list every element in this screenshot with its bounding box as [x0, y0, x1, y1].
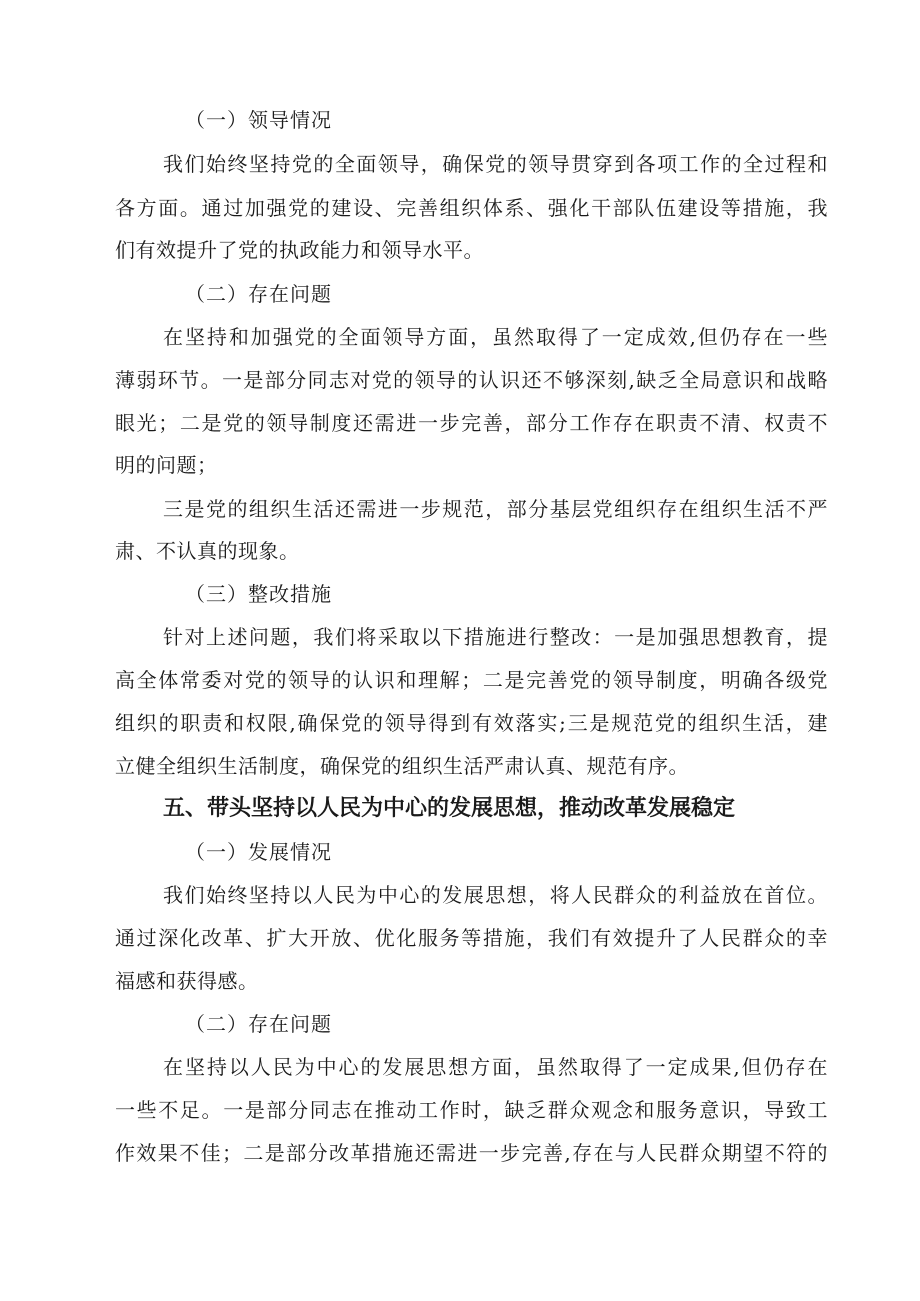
- paragraph-line: 我们始终坚持党的全面领导，确保党的领导贯穿到各项工作的全过程和: [163, 152, 828, 176]
- paragraph-line: 肃、不认真的现象。: [115, 539, 300, 563]
- section-heading-five: 五、带头坚持以人民为中心的发展思想，推动改革发展稳定: [163, 796, 736, 821]
- paragraph-line: 在坚持以人民为中心的发展思想方面，虽然取得了一定成果,但仍存在: [163, 1055, 828, 1079]
- paragraph-line: 我们始终坚持以人民为中心的发展思想，将人民群众的利益放在首位。: [163, 883, 828, 907]
- subheading-existing-problems-2: （二）存在问题: [185, 1012, 332, 1036]
- paragraph-line: 高全体常委对党的领导的认识和理解；二是完善党的领导制度，明确各级党: [115, 668, 828, 692]
- subheading-rectification-measures: （三）整改措施: [185, 582, 332, 606]
- paragraph-line: 明的问题；: [115, 453, 218, 477]
- paragraph-line: 一些不足。一是部分同志在推动工作时，缺乏群众观念和服务意识，导致工: [115, 1098, 828, 1122]
- subheading-leadership-situation: （一）领导情况: [185, 108, 332, 132]
- subheading-development-situation: （一）发展情况: [185, 840, 332, 864]
- subheading-existing-problems: （二）存在问题: [185, 282, 332, 306]
- paragraph-line: 通过深化改革、扩大开放、优化服务等措施，我们有效提升了人民群众的幸: [115, 926, 828, 950]
- paragraph-line: 作效果不佳；二是部分改革措施还需进一步完善,存在与人民群众期望不符的: [115, 1141, 828, 1165]
- paragraph-line: 薄弱环节。一是部分同志对党的领导的认识还不够深刻,缺乏全局意识和战略: [115, 368, 828, 392]
- paragraph-line: 各方面。通过加强党的建设、完善组织体系、强化干部队伍建设等措施，我: [115, 196, 828, 220]
- paragraph-line: 针对上述问题，我们将采取以下措施进行整改：一是加强思想教育，提: [163, 625, 828, 649]
- paragraph-line: 眼光；二是党的领导制度还需进一步完善，部分工作存在职责不清、权责不: [115, 411, 828, 435]
- paragraph-line: 三是党的组织生活还需进一步规范，部分基层党组织存在组织生活不严: [163, 497, 828, 521]
- paragraph-line: 们有效提升了党的执政能力和领导水平。: [115, 238, 484, 262]
- paragraph-line: 福感和获得感。: [115, 969, 259, 993]
- paragraph-line: 在坚持和加强党的全面领导方面，虽然取得了一定成效,但仍存在一些: [163, 325, 828, 349]
- paragraph-line: 组织的职责和权限,确保党的领导得到有效落实;三是规范党的组织生活，建: [115, 711, 828, 735]
- paragraph-line: 立健全组织生活制度，确保党的组织生活严肃认真、规范有序。: [115, 754, 689, 778]
